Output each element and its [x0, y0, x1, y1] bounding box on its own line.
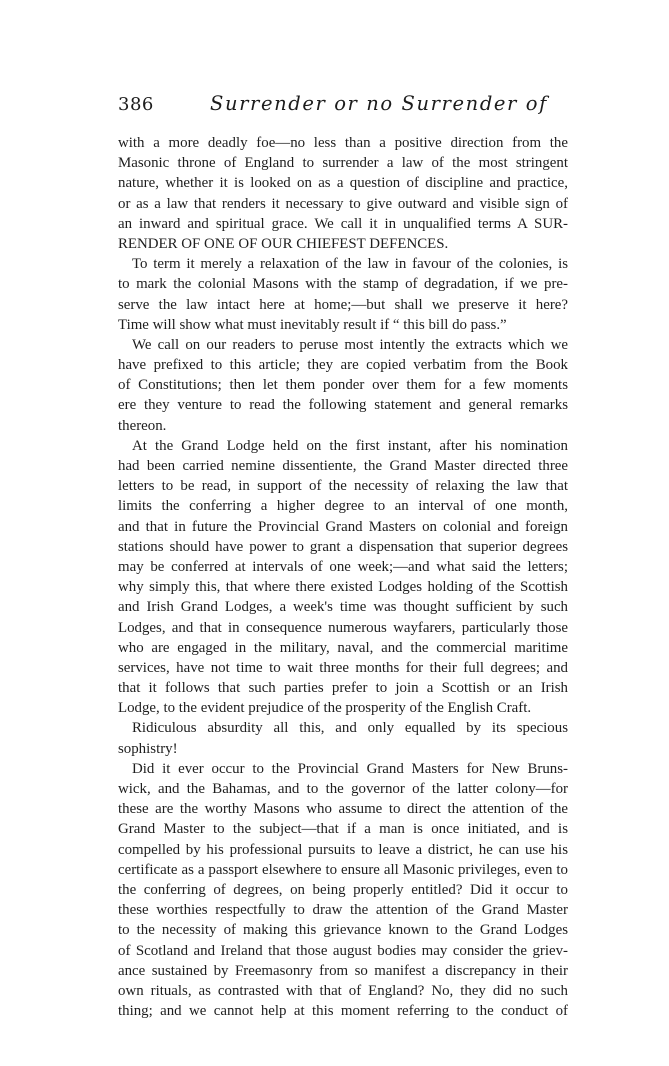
text-line: of Constitutions; then let them ponder over them for a few moments	[118, 377, 568, 394]
text-line: had been carried nemine dissentiente, the Grand Master directed three	[118, 458, 568, 474]
page-header	[118, 94, 568, 122]
text-line: why simply this, that where there existed Lodges holding of the Scottish	[118, 579, 568, 596]
text-line: of Scotland and Ireland that those august bodies may consider the griev-	[118, 942, 568, 959]
text-line: Lodge, to the evident prejudice of the prosperity of the English Craft.	[118, 700, 532, 717]
text-line: serve the law intact here at home;—but shall we preserve it here?	[118, 296, 568, 313]
text-line: Grand Master to the subject—that if a man is once initiated, and is	[118, 821, 568, 838]
text-line: with a more deadly foe—no less than a positive direction from the	[118, 135, 568, 151]
text-line: nature, whether it is looked on as a question of discipline and practice,	[118, 175, 568, 192]
text-line: services, have not time to wait three months for their full degrees; and	[118, 659, 568, 676]
text-line: sophistry!	[118, 740, 178, 757]
text-line: To term it merely a relaxation of the law in favour of the colonies, is	[132, 256, 568, 273]
text-line: letters to be read, in support of the necessity of relaxing the law that	[118, 478, 568, 495]
text-line: to mark the colonial Masons with the stamp of degradation, if we pre-	[118, 276, 568, 293]
text-line: may be conferred at intervals of one week;—and what said the letters;	[118, 558, 568, 575]
text-line: thereon.	[118, 417, 167, 434]
text-line: At the Grand Lodge held on the first instant, after his nomination	[132, 437, 568, 454]
body-text	[118, 133, 568, 1021]
text-line: Masonic throne of England to surrender a law of the most stringent	[118, 155, 568, 172]
text-line: Time will show what must inevitably result if “ this bill do pass.”	[118, 316, 507, 333]
text-line: these worthies respectfully to draw the attention of the Grand Master	[118, 902, 568, 919]
text-line: wick, and the Bahamas, and to the governor of the latter colony—for	[118, 781, 568, 797]
text-line: have prefixed to this article; they are copied verbatim from the Book	[118, 357, 568, 374]
text-line: Lodges, and that in consequence numerous wayfarers, particularly those	[118, 619, 568, 636]
text-line: RENDER OF ONE OF OUR CHIEFEST DEFENCES.	[118, 235, 449, 252]
text-line: the conferring of degrees, on being properly entitled? Did it occur to	[118, 881, 568, 898]
text-line: Did it ever occur to the Provincial Grand Masters for New Bruns-	[132, 760, 568, 777]
text-line: We call on our readers to peruse most intently the extracts which we	[132, 336, 568, 353]
text-line: an inward and spiritual grace. We call it in unqualified terms A SUR-	[118, 215, 568, 232]
text-line: these are the worthy Masons who assume to direct the attention of the	[118, 801, 568, 818]
text-line: that it follows that such parties prefer to join a Scottish or an Irish	[118, 680, 568, 697]
text-line: or as a law that renders it necessary to give outward and visible sign of	[118, 195, 568, 212]
text-line: limits the conferring a higher degree to an interval of one month,	[118, 498, 568, 515]
text-line: stations should have power to grant a dispensation that superior degrees	[118, 538, 568, 555]
page-number: 386	[118, 94, 154, 115]
text-line: and Irish Grand Lodges, a week's time was thought sufficient by such	[118, 599, 568, 616]
text-line: thing; and we cannot help at this moment referring to the conduct of	[118, 1003, 568, 1020]
text-line: certificate as a passport elsewhere to ensure all Masonic privileges, even to	[118, 861, 568, 878]
text-line: to the necessity of making this grievance known to the Grand Lodges	[118, 922, 568, 939]
text-line: Ridiculous absurdity all this, and only equalled by its specious	[132, 720, 568, 737]
text-line: ance sustained by Freemasonry from so manifest a discrepancy in their	[118, 962, 568, 979]
text-line: compelled by his professional pursuits to leave a district, he can use his	[118, 841, 568, 858]
text-line: who are engaged in the military, naval, and the commercial maritime	[118, 639, 568, 656]
running-title: Surrender or no Surrender of	[210, 92, 548, 115]
text-line: ere they venture to read the following statement and general remarks	[118, 397, 568, 414]
text-line: own rituals, as contrasted with that of England? No, they did no such	[118, 982, 568, 999]
text-line: and that in future the Provincial Grand Masters on colonial and foreign	[118, 518, 568, 535]
